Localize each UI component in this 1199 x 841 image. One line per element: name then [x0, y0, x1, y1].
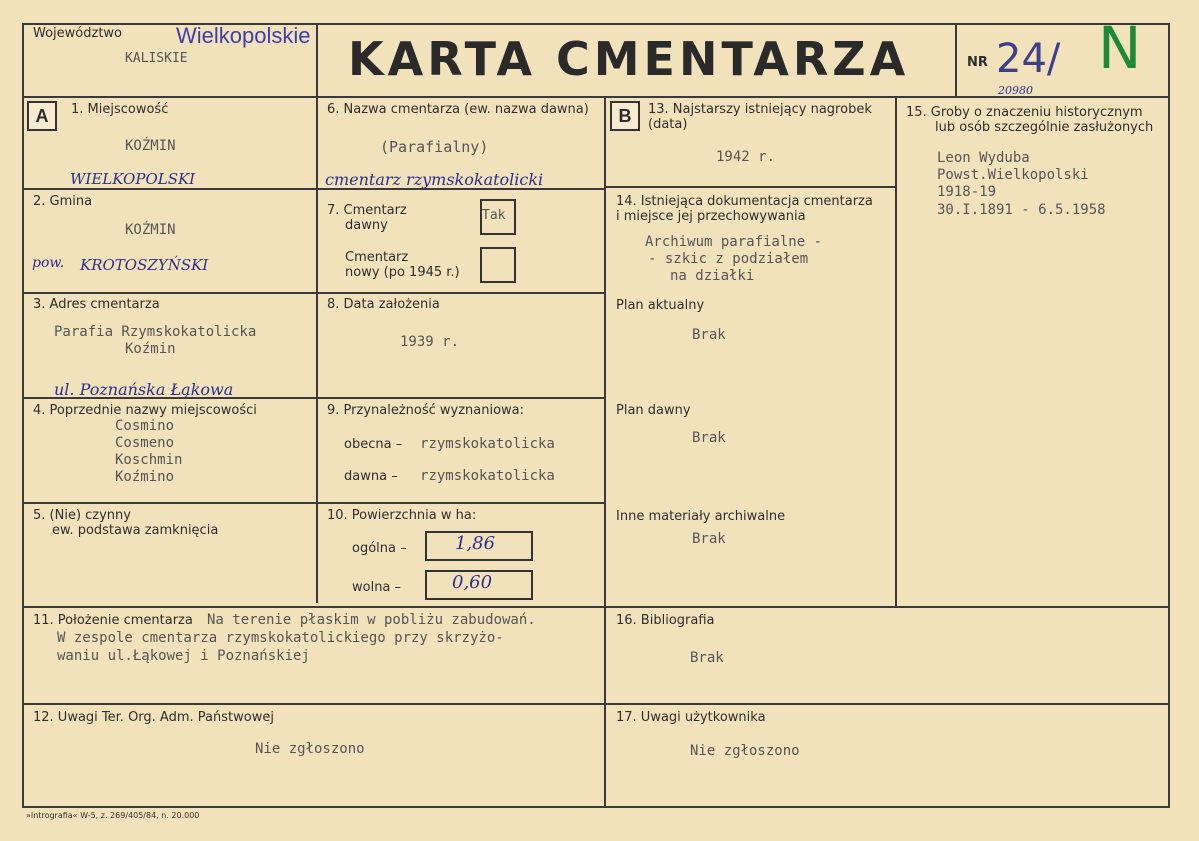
f17-label: 17. Uwagi użytkownika — [616, 710, 766, 725]
f3-label: 3. Adres cmentarza — [33, 297, 160, 312]
f1-label: 1. Miejscowość — [71, 102, 169, 117]
f10-wolna-label: wolna – — [352, 580, 402, 595]
f10-ogolna-label: ogólna – — [352, 541, 407, 556]
f8-label: 8. Data założenia — [327, 297, 440, 312]
f14-line2: - szkic z podziałem — [648, 251, 809, 267]
f16-value: Brak — [690, 650, 724, 666]
wojewodztwo-label: Województwo — [33, 26, 123, 41]
frame-right — [1168, 23, 1170, 808]
f2-hand-prefix: pow. — [32, 255, 65, 271]
f9-obecna: rzymskokatolicka — [420, 436, 555, 452]
f2-label: 2. Gmina — [33, 194, 93, 209]
divider — [22, 502, 606, 504]
section-a-badge: A — [27, 101, 57, 131]
f11-label: 11. Położenie cmentarza — [33, 613, 193, 628]
f7-value-a: Tak — [482, 208, 506, 223]
f15-line3: 1918-19 — [937, 184, 997, 200]
f4-name-4: Koźmino — [115, 469, 175, 485]
f9-dawna-label: dawna – — [344, 469, 398, 484]
f13-label2: (data) — [648, 117, 688, 132]
divider — [316, 23, 318, 603]
f15-line2: Powst.Wielkopolski — [937, 167, 1089, 183]
f9-dawna: rzymskokatolicka — [420, 468, 555, 484]
divider — [22, 703, 1170, 705]
f10-wolna: 0,60 — [452, 572, 493, 593]
f15-label2: lub osób szczególnie zasłużonych — [935, 120, 1154, 135]
f14-label2: i miejsce jej przechowywania — [616, 209, 806, 224]
f14-line1: Archiwum parafialne - — [645, 234, 823, 250]
f4-name-2: Cosmeno — [115, 435, 175, 451]
f2-hand: KROTOSZYŃSKI — [80, 256, 209, 274]
nr-letter: N — [1098, 14, 1142, 82]
f15-line4: 30.I.1891 - 6.5.1958 — [937, 202, 1106, 218]
f3-hand: ul. Poznańska Łąkowa — [54, 380, 234, 399]
f9-obecna-label: obecna – — [344, 437, 403, 452]
f1-hand: WIELKOPOLSKI — [70, 170, 196, 188]
f7-label-a2: dawny — [345, 218, 388, 233]
f4-name-3: Koschmin — [115, 452, 183, 468]
f14-label: 14. Istniejąca dokumentacja cmentarza — [616, 194, 873, 209]
divider — [895, 96, 897, 608]
f6-label: 6. Nazwa cmentarza (ew. nazwa dawna) — [327, 102, 589, 117]
f7-label-b2: nowy (po 1945 r.) — [345, 265, 460, 280]
f15-label: 15. Groby o znaczeniu historycznym — [906, 105, 1143, 120]
f2-value: KOŹMIN — [125, 222, 176, 238]
f4-label: 4. Poprzednie nazwy miejscowości — [33, 403, 257, 418]
nr-value: 24/ — [996, 36, 1061, 82]
f10-ogolna: 1,86 — [455, 533, 496, 554]
f12-value: Nie zgłoszono — [255, 741, 365, 757]
f7-checkbox-b — [480, 247, 516, 283]
f17-value: Nie zgłoszono — [690, 743, 800, 759]
plan-aktualny-label: Plan aktualny — [616, 298, 705, 313]
wojewodztwo-stamp: Wielkopolskie — [176, 23, 311, 48]
f5-label: 5. (Nie) czynny — [33, 508, 131, 523]
f12-label: 12. Uwagi Ter. Org. Adm. Państwowej — [33, 710, 274, 725]
f7-label-b: Cmentarz — [345, 250, 409, 265]
divider — [22, 292, 606, 294]
f13-label: 13. Najstarszy istniejący nagrobek — [648, 102, 872, 117]
f7-label-a: 7. Cmentarz — [327, 203, 407, 218]
divider — [955, 23, 957, 98]
card-title: KARTA CMENTARZA — [348, 32, 910, 86]
plan-dawny-value: Brak — [692, 430, 726, 446]
f3-line1: Parafia Rzymskokatolicka — [54, 324, 257, 340]
inne-materialy-label: Inne materiały archiwalne — [616, 509, 786, 524]
f11-line2: W zespole cmentarza rzymskokatolickiego przy skrzyżo- — [57, 630, 504, 646]
section-b-badge: B — [610, 101, 640, 131]
f6-hand: cmentarz rzymskokatolicki — [325, 170, 544, 189]
inne-materialy-value: Brak — [692, 531, 726, 547]
plan-dawny-label: Plan dawny — [616, 403, 691, 418]
f11-line3: waniu ul.Łąkowej i Poznańskiej — [57, 648, 310, 664]
printer-imprint: »Intrografia« W-5, z. 269/405/84, n. 20.000 — [26, 811, 200, 820]
f15-line1: Leon Wyduba — [937, 150, 1030, 166]
f10-label: 10. Powierzchnia w ha: — [327, 508, 477, 523]
f11-line1: Na terenie płaskim w pobliżu zabudowań. — [207, 612, 536, 628]
nr-sub: 20980 — [998, 84, 1033, 97]
divider — [604, 96, 606, 806]
wojewodztwo-typed: KALISKIE — [125, 51, 188, 66]
f14-line3: na działki — [670, 268, 755, 284]
f8-value: 1939 r. — [400, 334, 460, 350]
f3-line2: Koźmin — [125, 341, 176, 357]
frame-left — [22, 23, 24, 808]
frame-bottom — [22, 806, 1170, 808]
f4-name-1: Cosmino — [115, 418, 175, 434]
f16-label: 16. Bibliografia — [616, 613, 715, 628]
f9-label: 9. Przynależność wyznaniowa: — [327, 403, 525, 418]
f5-label2: ew. podstawa zamknięcia — [52, 523, 219, 538]
nr-label: NR — [967, 55, 988, 70]
plan-aktualny-value: Brak — [692, 327, 726, 343]
f6-typed: (Parafialny) — [380, 138, 489, 156]
divider — [22, 606, 1170, 608]
divider — [604, 186, 896, 188]
f13-value: 1942 r. — [716, 149, 776, 165]
f1-value: KOŹMIN — [125, 138, 176, 154]
